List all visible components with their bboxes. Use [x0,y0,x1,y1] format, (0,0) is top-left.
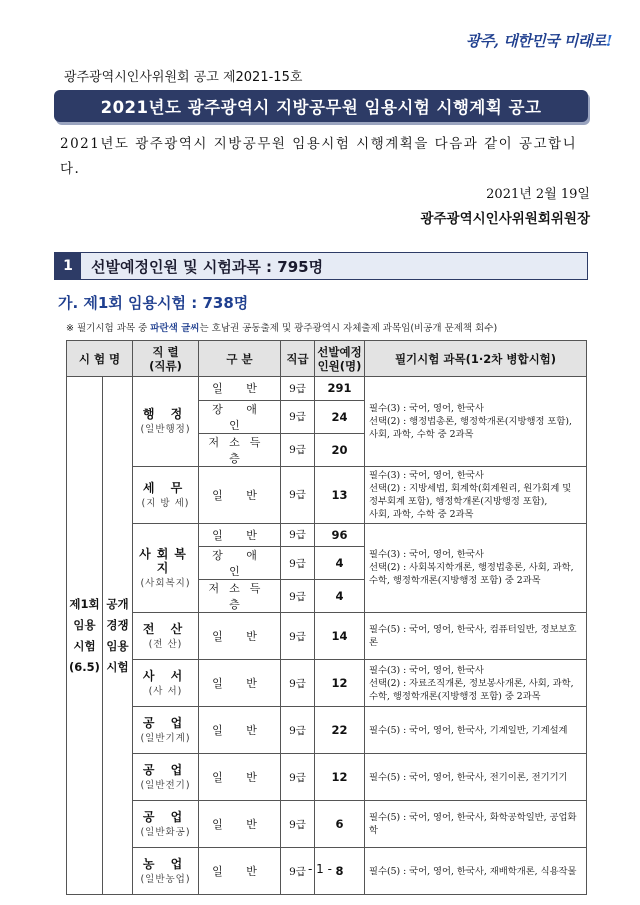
job-subtype: (사 서) [148,686,183,697]
subjects-cell: 필수(3) : 국어, 영어, 한국사 선택(2) : 자료조직개론, 정보봉사개론, 사회, 과학, 수학, 행정학개론(지방행정 포함) 중 2과목 [365,660,587,707]
subjects-cell: 필수(5) : 국어, 영어, 한국사, 전기이론, 전기기기 [365,754,587,801]
subjects-cell: 필수(5) : 국어, 영어, 한국사, 기계일반, 기계설계 [365,707,587,754]
table-row [67,613,587,660]
table-row [67,377,587,401]
section-number: 1 [55,253,81,279]
category-cell: 일 반 [199,466,281,523]
job-name: 공 업 [142,763,189,777]
job-subtype: (지 방 세) [141,497,190,509]
count-cell: 6 [315,801,365,848]
level-cell: 9급 [281,848,315,895]
count-cell: 291 [315,377,365,401]
subjects-cell: 필수(3) : 국어, 영어, 한국사 선택(2) : 행정법총론, 행정학개론(지방행정 포함), 사회, 과학, 수학 중 2과목 [365,377,587,467]
level-cell: 9급 [281,400,315,433]
subjects-cell: 필수(3) : 국어, 영어, 한국사 선택(2) : 지방세법, 회계학(회계원리, 원가회계 및 정부회계 포함), 행정학개론(지방행정 포함), 사회, 과학, 수학 중 2과목 [365,466,587,523]
level-cell: 9급 [281,613,315,660]
category-cell: 저소득층 [199,580,281,613]
table-row [67,660,587,707]
job-subtype: (사회복지) [140,577,191,589]
subjects-cell: 필수(5) : 국어, 영어, 한국사, 재배학개론, 식용작물 [365,848,587,895]
job-cell [133,801,199,848]
page-number: - 1 - [308,862,332,876]
category-cell: 일 반 [199,523,281,547]
job-subtype: (일반전기) [140,780,191,791]
table-row [67,707,587,754]
job-cell [133,660,199,707]
category-cell: 일 반 [199,377,281,401]
level-cell: 9급 [281,523,315,547]
category-cell: 장 애 인 [199,400,281,433]
count-cell: 20 [315,433,365,466]
count-cell: 8 [315,848,365,895]
category-cell: 장 애 인 [199,547,281,580]
job-name: 전 산 [142,622,189,636]
job-subtype: (일반화공) [140,827,191,838]
intro-text: 2021년도 광주광역시 지방공무원 임용시험 시행계획을 다음과 같이 공고합니다. [60,136,578,177]
level-cell: 9급 [281,433,315,466]
header-exam: 시 험 명 [67,341,133,377]
count-cell: 12 [315,754,365,801]
level-cell: 9급 [281,547,315,580]
level-cell: 9급 [281,466,315,523]
slogan-logo: 광주, 대한민국 미래로! [465,32,612,50]
count-cell: 24 [315,400,365,433]
footnote: ※ 필기시험 과목 중 파란색 글씨는 호남권 공동출제 및 광주광역시 자체출제 과목임(비공개 문제책 회수) [66,323,498,334]
job-name: 공 업 [142,716,189,730]
level-cell: 9급 [281,754,315,801]
count-cell: 96 [315,523,365,547]
count-cell: 12 [315,660,365,707]
count-cell: 13 [315,466,365,523]
header-category: 구 분 [199,341,281,377]
job-name: 공 업 [142,810,189,824]
category-cell: 일 반 [199,801,281,848]
category-cell: 저소득층 [199,433,281,466]
subjects-cell: 필수(5) : 국어, 영어, 한국사, 컴퓨터일반, 정보보호론 [365,613,587,660]
job-name: 행 정 [142,407,189,422]
intro-paragraph [60,132,590,182]
category-cell: 일 반 [199,707,281,754]
count-cell: 14 [315,613,365,660]
job-cell [133,523,199,613]
footnote-highlight: 파란색 글씨 [150,323,200,334]
job-cell [133,466,199,523]
exam-name-cell: 제1회 임용 시험 (6.5) [67,377,103,895]
level-cell: 9급 [281,707,315,754]
category-cell: 일 반 [199,754,281,801]
page-title: 2021년도 광주광역시 지방공무원 임용시험 시행계획 공고 [54,90,588,122]
exam-type-cell: 공개 경쟁 임용 시험 [103,377,133,895]
category-cell: 일 반 [199,660,281,707]
table-row [67,801,587,848]
level-cell: 9급 [281,801,315,848]
job-name: 사 서 [142,669,189,683]
header-job: 직 렬 (직류) [133,341,199,377]
count-cell: 4 [315,580,365,613]
subsection-title: 가. 제1회 임용시험 : 738명 [58,294,249,312]
job-subtype: (일반농업) [140,874,191,885]
notice-signer: 광주광역시인사위원회위원장 [420,211,590,227]
job-cell [133,613,199,660]
header-subjects: 필기시험 과목(1·2차 병합시험) [365,341,587,377]
category-cell: 일 반 [199,848,281,895]
job-cell [133,754,199,801]
notice-number: 광주광역시인사위원회 공고 제2021-15호 [64,70,303,85]
table-row [67,466,587,523]
job-name: 사회복지 [139,546,192,575]
notice-date: 2021년 2월 19일 [486,187,590,202]
table-row [67,754,587,801]
job-name: 세 무 [142,480,189,495]
job-cell [133,377,199,467]
job-cell [133,707,199,754]
level-cell: 9급 [281,377,315,401]
level-cell: 9급 [281,580,315,613]
section-1-header [54,252,588,280]
header-level: 직급 [281,341,315,377]
count-cell: 4 [315,547,365,580]
category-cell: 일 반 [199,613,281,660]
job-name: 농 업 [142,857,189,871]
subjects-cell: 필수(5) : 국어, 영어, 한국사, 화학공학일반, 공업화학 [365,801,587,848]
count-cell: 22 [315,707,365,754]
section-title: 선발예정인원 및 시험과목 : 795명 [91,257,324,276]
exam-plan-table [66,340,587,895]
subjects-cell: 필수(3) : 국어, 영어, 한국사 선택(2) : 사회복지학개론, 행정법총론, 사회, 과학, 수학, 행정학개론(지방행정 포함) 중 2과목 [365,523,587,613]
header-count: 선발예정 인원(명) [315,341,365,377]
table-row [67,523,587,547]
job-subtype: (일반기계) [140,733,191,744]
job-subtype: (전 산) [148,639,183,650]
level-cell: 9급 [281,660,315,707]
job-subtype: (일반행정) [140,424,191,436]
